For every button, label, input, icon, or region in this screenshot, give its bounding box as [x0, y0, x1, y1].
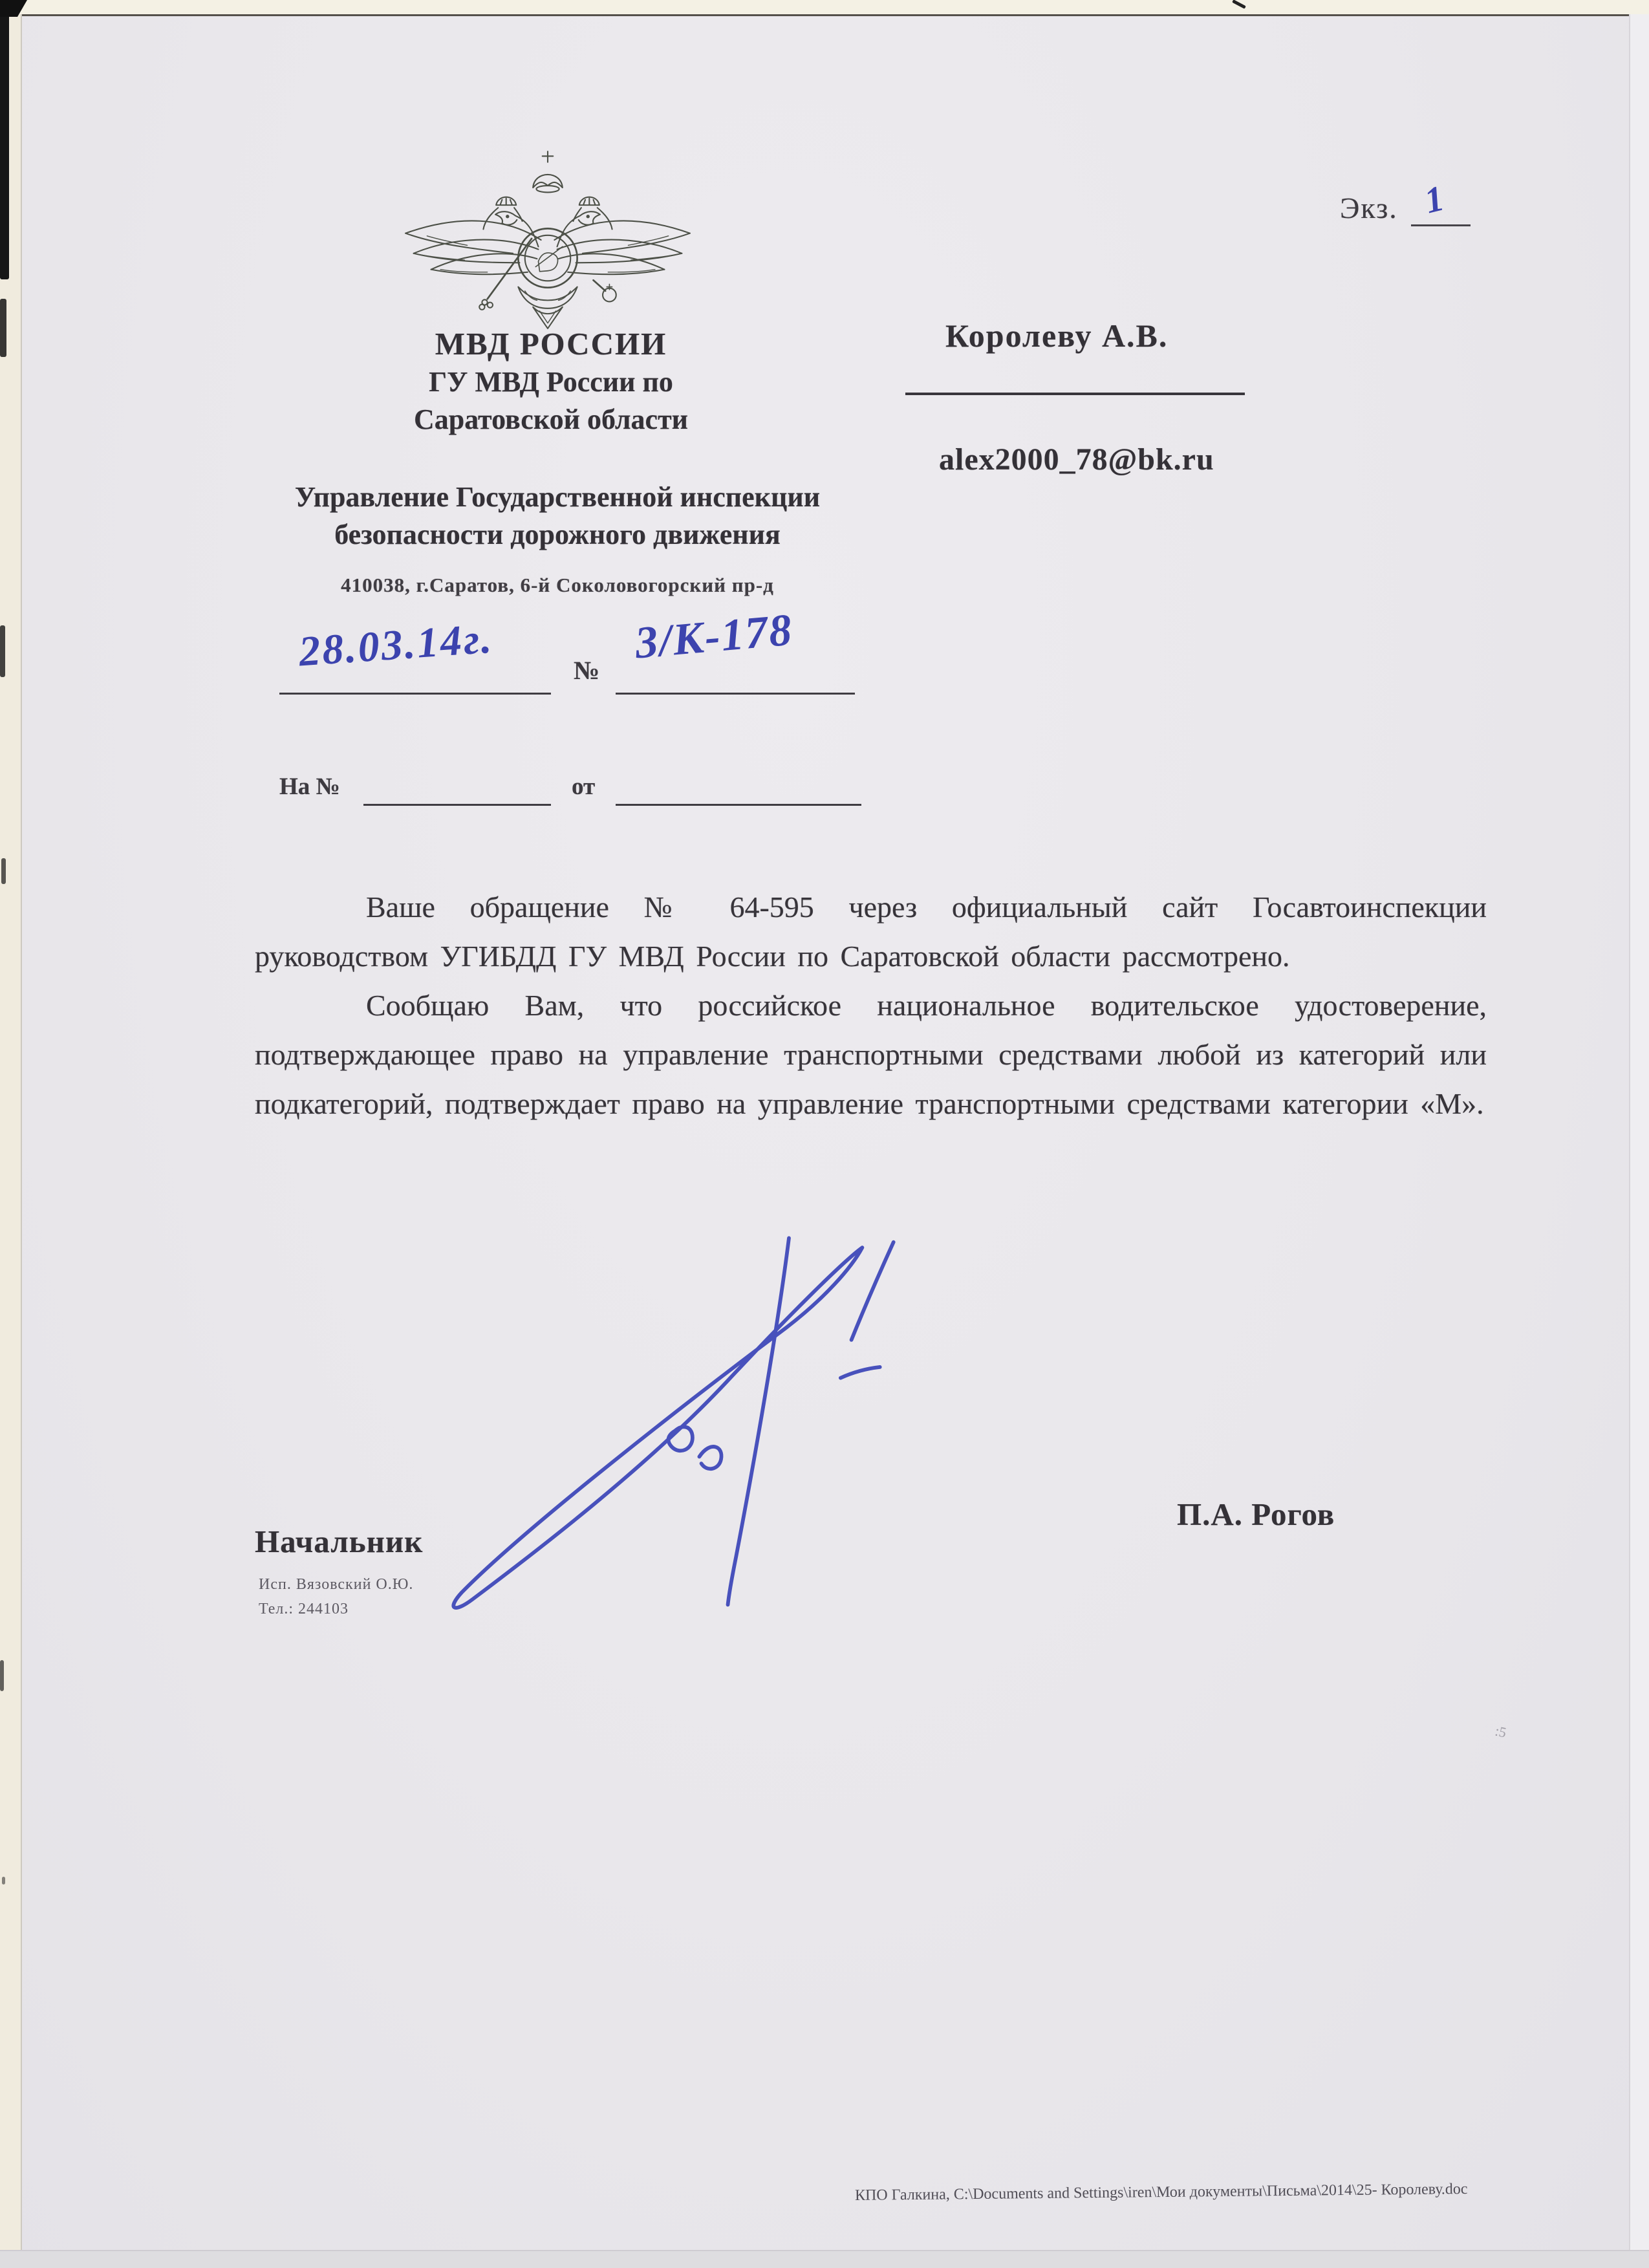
org-name-line3: Саратовской области [413, 404, 689, 435]
scan-streak [0, 625, 5, 677]
org-name-line1: МВД РОССИИ [435, 326, 667, 362]
executor-phone: Тел.: 244103 [259, 1601, 349, 1617]
document-file-path: КПО Галкина, C:\Documents and Settings\iren\Мои документы\Письма\2014\25- Королеву.doc [854, 2181, 1468, 2204]
date-underline [279, 693, 551, 695]
scan-streak [2, 1877, 5, 1885]
body-paragraph-2: Сообщаю Вам, что российское национальное водительское удостоверение, подтверждающее право на управление транспортными средствами любой из категорий или подкатегорий, подтверждает право на управление транспортными средствами категории «М». [255, 989, 1487, 1120]
body-paragraph-1: Ваше обращение № 64-595 через официальный сайт Госавтоинспекции руководством УГИБДД ГУ МВД России по Саратовской области рассмотрено. [255, 891, 1487, 973]
recipient-underline [905, 393, 1245, 395]
reply-date-underline [616, 804, 861, 806]
signer-position-title: Начальник [255, 1524, 424, 1559]
scan-edge-right [1629, 14, 1649, 2252]
letter-paper [21, 16, 1629, 2250]
org-name-line2: ГУ МВД России по [429, 366, 673, 398]
signer-name: П.А. Рогов [1177, 1496, 1335, 1532]
recipient-email: alex2000_78@bk.ru [939, 442, 1214, 477]
scan-streak [0, 299, 6, 357]
letter-body [255, 883, 1487, 1129]
scan-edge-bottom [0, 2250, 1649, 2268]
outgoing-date-handwritten: 28.03.14г. [297, 614, 495, 676]
recipient-name: Королеву А.В. [945, 318, 1169, 354]
outgoing-number-handwritten: 3/К-178 [633, 605, 795, 669]
scan-edge-top [0, 0, 1649, 16]
number-underline [616, 693, 855, 695]
scan-edge-left [0, 14, 22, 2252]
department-line2: безопасности дорожного движения [334, 519, 781, 550]
scan-smudge-artifact: :5 [1493, 1722, 1508, 1741]
scan-streak [0, 1660, 4, 1691]
pen-signature-icon [409, 1232, 952, 1614]
copy-label: Экз. [1340, 191, 1398, 224]
scan-streak [1, 858, 6, 884]
scan-streak [0, 14, 9, 279]
reply-number-underline [363, 804, 551, 806]
mvd-eagle-emblem-icon [399, 149, 696, 330]
copy-number-underline [1411, 224, 1471, 226]
copy-number-handwritten: 1 [1420, 178, 1449, 222]
department-line1: Управление Государственной инспекции [294, 481, 821, 513]
reply-to-number-label: На № [279, 773, 340, 800]
reply-from-label: от [572, 773, 596, 800]
number-sign-label: № [574, 656, 600, 685]
org-address: 410038, г.Саратов, 6-й Соколовогорский пр-д [341, 574, 774, 596]
executor-name: Исп. Вязовский О.Ю. [259, 1576, 414, 1593]
